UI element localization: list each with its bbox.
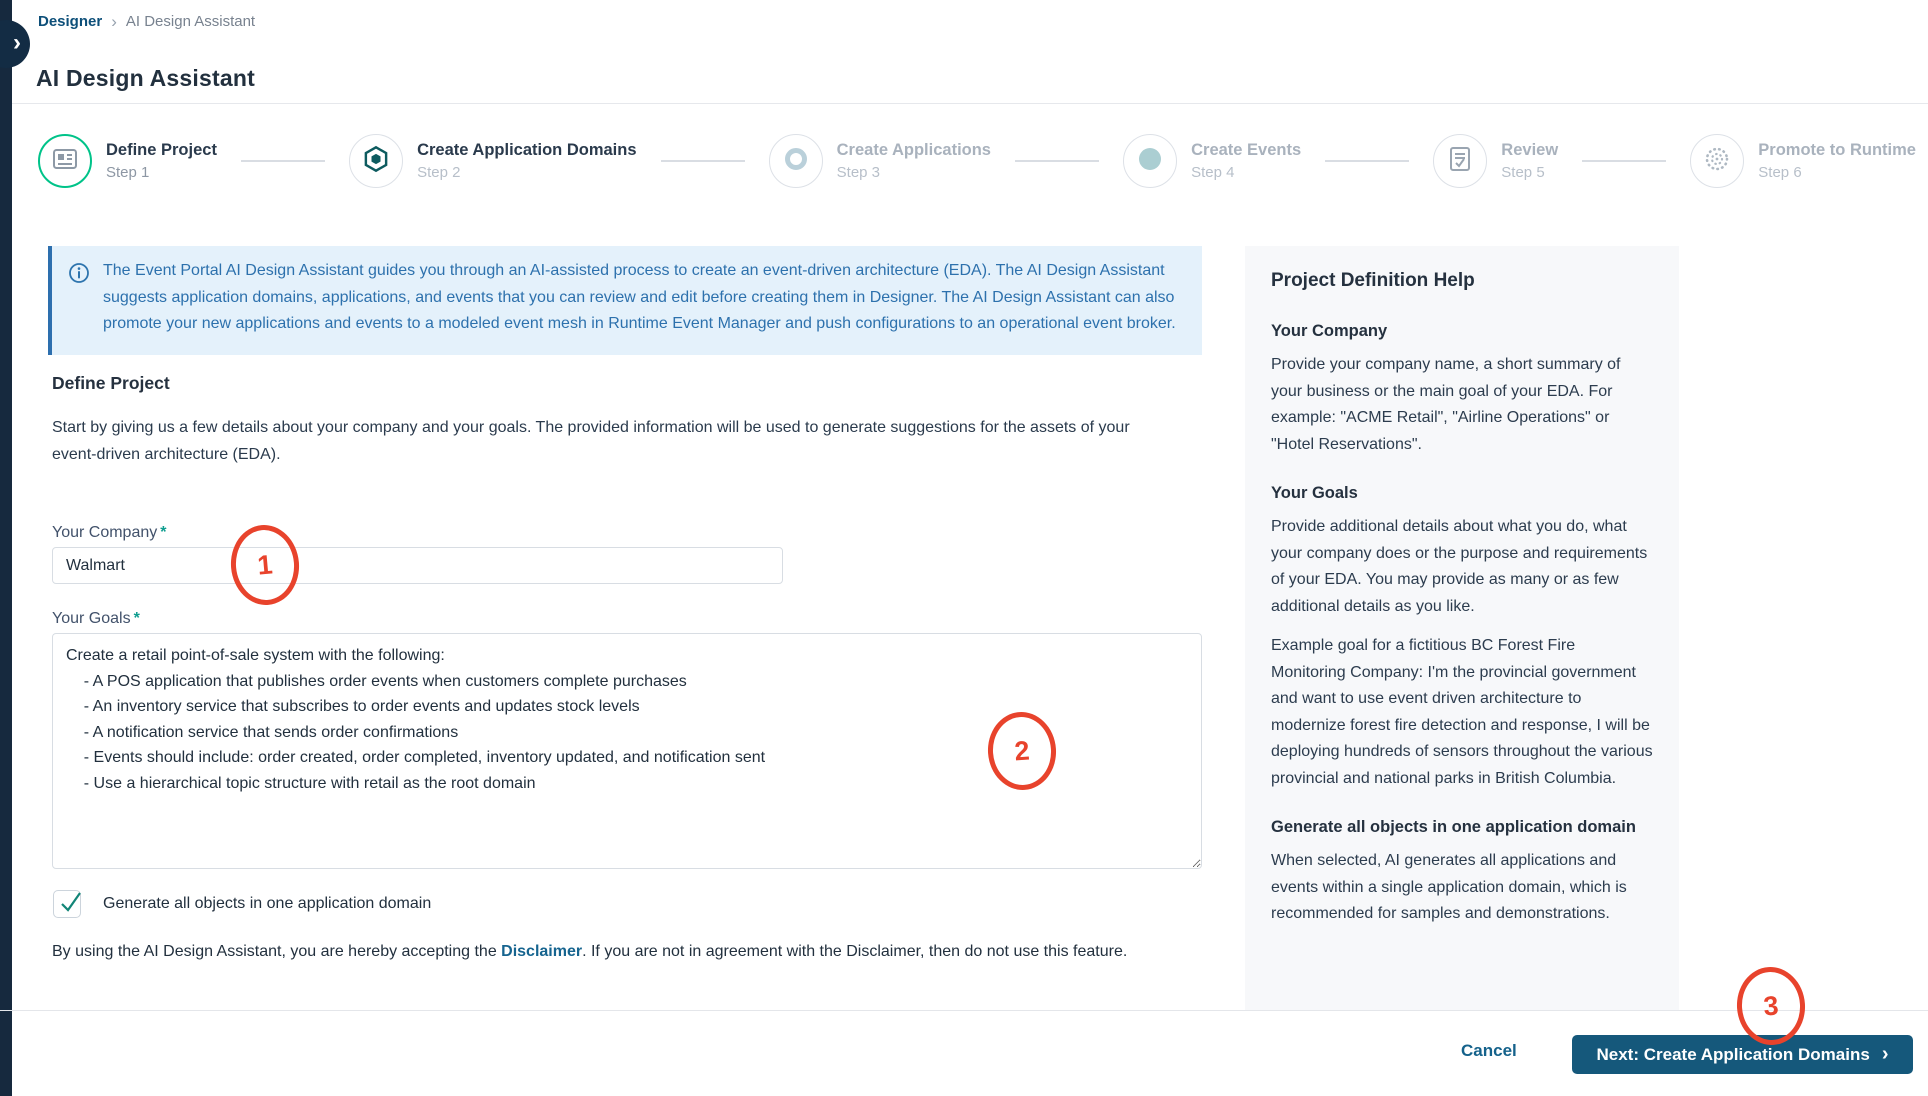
info-banner xyxy=(48,246,1202,355)
help-paragraph: Provide additional details about what you do, what your company does or the purpose and requirements of your EDA. You may provide as many or as few additional details as you like. xyxy=(1271,518,1648,615)
application-ring-icon xyxy=(782,145,810,178)
step6-label: Promote to Runtime xyxy=(1758,141,1916,159)
event-circle-icon xyxy=(1136,145,1164,178)
help-paragraph: When selected, AI generates all applications and events within a single application domain, which is recommended for samples and demonstrations. xyxy=(1271,852,1627,922)
info-banner-text: The Event Portal AI Design Assistant guides you through an AI-assisted process to create an event-driven architecture (EDA). The AI Design Assistant suggests application domains, applications, and events that you can review and edit before creating them in Designer. The AI Design Assistant can also promote your new applications and events to a modeled event mesh in Runtime Event Manager and push configurations to an operational event broker. xyxy=(103,262,1176,332)
step2-circle xyxy=(349,134,403,188)
company-field-label: Your Company * xyxy=(52,524,167,541)
chevron-right-icon: › xyxy=(13,29,21,56)
step5-label: Review xyxy=(1501,141,1559,159)
generate-single-domain-checkbox[interactable] xyxy=(53,890,81,918)
step-review[interactable] xyxy=(1433,134,1558,188)
step1-label: Define Project xyxy=(106,141,217,159)
disclaimer-text: By using the AI Design Assistant, you are hereby accepting the Disclaimer. If you are not in agreement with the Disclaimer, then do not use this feature. xyxy=(52,943,1128,960)
help-panel-title: Project Definition Help xyxy=(1271,270,1475,291)
step6-circle xyxy=(1690,134,1744,188)
application-domain-hexagon-icon xyxy=(361,144,391,179)
step3-label: Create Applications xyxy=(836,141,991,159)
breadcrumb-chevron-icon: › xyxy=(111,12,117,31)
stepper-connector xyxy=(1582,160,1666,162)
stepper-connector xyxy=(1325,160,1409,162)
breadcrumb-designer-link[interactable]: Designer xyxy=(38,13,103,30)
cancel-button[interactable]: Cancel xyxy=(1455,1040,1523,1062)
project-definition-help-panel xyxy=(1245,246,1679,1010)
disclaimer-link[interactable]: Disclaimer xyxy=(501,943,583,960)
required-asterisk: * xyxy=(133,610,140,627)
step-define-project[interactable] xyxy=(38,134,217,188)
goals-textarea[interactable] xyxy=(52,633,1202,869)
collapsed-sidebar-strip xyxy=(0,0,12,1096)
annotation-circle-2: 2 xyxy=(985,710,1058,793)
step3-circle xyxy=(769,134,823,188)
expand-sidebar-button[interactable] xyxy=(0,20,30,68)
step2-label: Create Application Domains xyxy=(417,141,637,159)
breadcrumb-current: AI Design Assistant xyxy=(125,13,256,30)
goals-field-label: Your Goals * xyxy=(52,610,140,627)
step4-sublabel: Step 4 xyxy=(1191,164,1235,181)
step-create-events[interactable] xyxy=(1123,134,1301,188)
step6-sublabel: Step 6 xyxy=(1758,164,1802,181)
annotation-circle-1: 1 xyxy=(228,522,303,608)
step1-sublabel: Step 1 xyxy=(106,164,150,181)
header-divider xyxy=(12,103,1928,104)
step3-sublabel: Step 3 xyxy=(836,164,881,181)
step1-circle xyxy=(38,134,92,188)
help-paragraph: Example goal for a fictitious BC Forest Fire Monitoring Company: I'm the provincial government and want to use event driven architecture to modernize forest fire detection and response, I will be deploying hundreds of sensors throughout the various provincial and national parks in British Columbia. xyxy=(1271,637,1653,787)
review-checklist-icon xyxy=(1446,145,1474,178)
step4-label: Create Events xyxy=(1191,141,1302,159)
company-input[interactable] xyxy=(52,547,783,584)
step4-circle xyxy=(1123,134,1177,188)
page-title: AI Design Assistant xyxy=(36,65,255,92)
wizard-stepper xyxy=(38,134,1916,188)
help-heading-your-goals: Your Goals xyxy=(1271,484,1358,502)
step-create-application-domains[interactable] xyxy=(349,134,636,188)
required-asterisk: * xyxy=(160,524,167,541)
chevron-right-icon: › xyxy=(1881,1042,1889,1065)
footer-divider xyxy=(0,1010,1928,1011)
breadcrumb xyxy=(38,13,255,30)
define-project-icon xyxy=(51,145,79,178)
stepper-connector xyxy=(661,160,745,162)
step-create-applications[interactable] xyxy=(769,134,991,188)
stepper-connector xyxy=(241,160,325,162)
info-icon xyxy=(68,262,90,355)
section-title: Define Project xyxy=(52,373,170,393)
help-paragraph: Provide your company name, a short summary of your business or the main goal of your EDA. For example: "ACME Retail", "Airline Operations" or "Hotel Reservations". xyxy=(1271,356,1621,453)
annotation-circle-3: 3 xyxy=(1734,965,1807,1048)
step5-circle xyxy=(1433,134,1487,188)
section-description: Start by giving us a few details about your company and your goals. The provided information will be used to generate suggestions for the assets of your event-driven architecture (EDA). xyxy=(52,419,1130,463)
step2-sublabel: Step 2 xyxy=(417,164,461,181)
step-promote-to-runtime[interactable] xyxy=(1690,134,1916,188)
promote-mesh-icon xyxy=(1703,145,1731,178)
help-heading-single-domain: Generate all objects in one application domain xyxy=(1271,818,1636,836)
next-create-application-domains-button[interactable]: Next: Create Application Domains › xyxy=(1572,1035,1913,1074)
stepper-connector xyxy=(1015,160,1099,162)
step5-sublabel: Step 5 xyxy=(1501,164,1545,181)
help-heading-your-company: Your Company xyxy=(1271,322,1388,340)
single-domain-checkbox-label: Generate all objects in one application domain xyxy=(103,895,432,912)
single-domain-checkbox-row xyxy=(53,890,431,918)
